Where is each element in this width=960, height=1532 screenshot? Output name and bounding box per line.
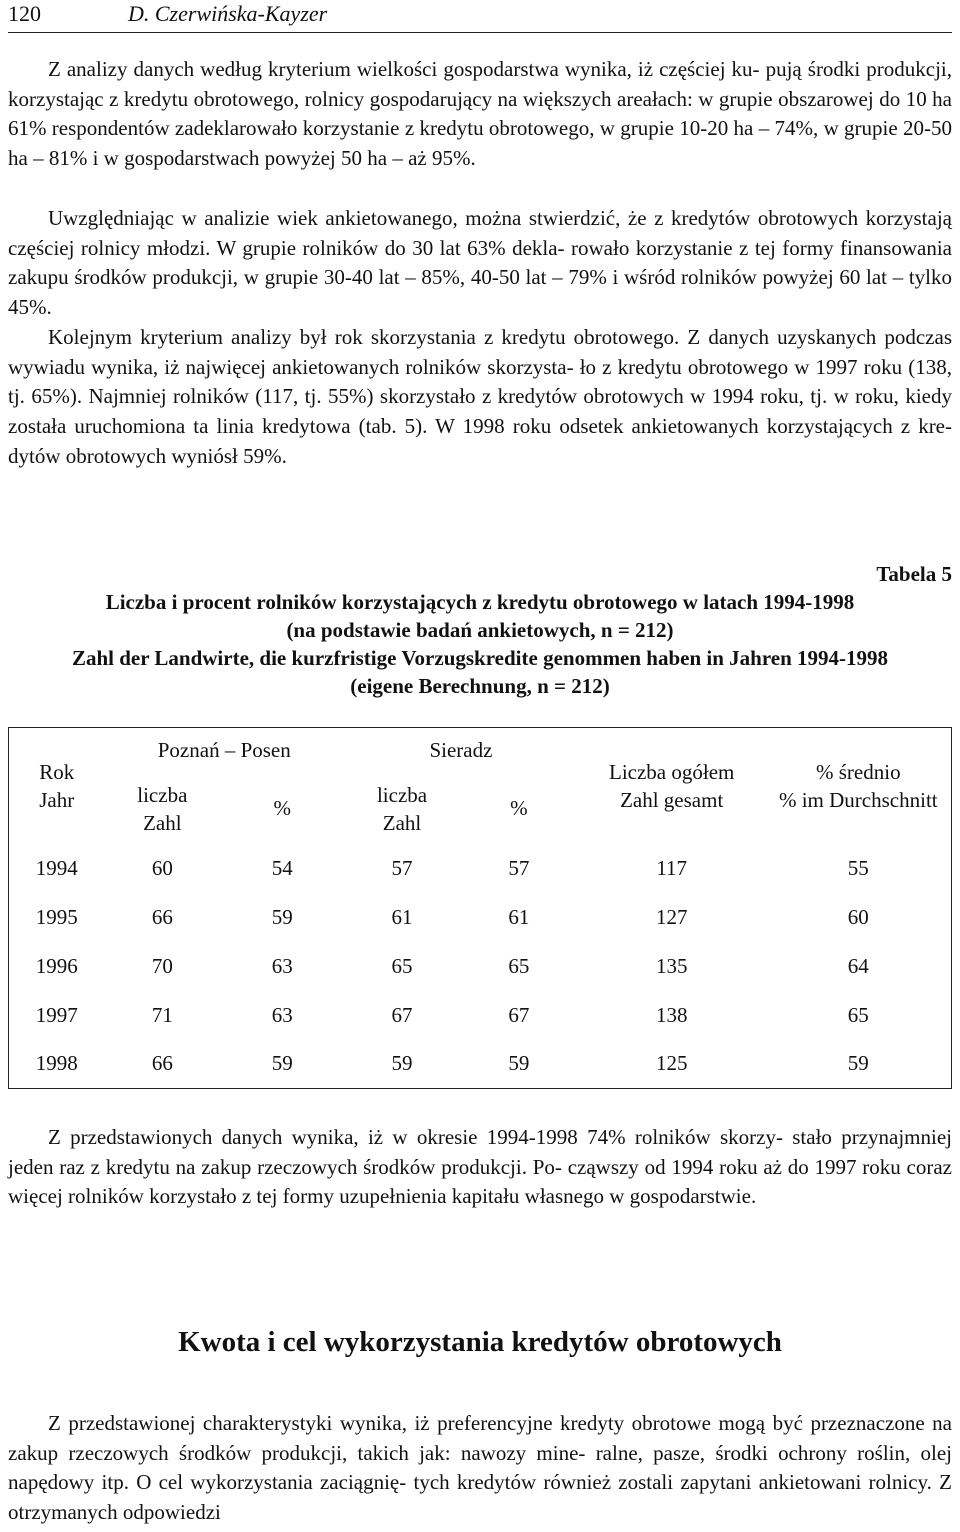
caption-line-pl: Liczba i procent rolników korzystających z kredytu obrotowego w latach 1994-1998	[105, 590, 855, 614]
cell-total: 127	[655, 904, 688, 929]
cell-total: 125	[655, 1051, 688, 1076]
table-row	[9, 893, 952, 942]
cell-poznan-count: 71	[151, 1002, 173, 1027]
cell-year: 1998	[35, 1051, 78, 1076]
header-sieradz-count: liczba Zahl	[376, 782, 428, 835]
table-row	[9, 942, 952, 991]
data-table	[8, 727, 952, 1089]
cell-total: 135	[655, 953, 688, 978]
header-total: Liczba ogółem Zahl gesamt	[609, 759, 735, 812]
cell-sieradz-count: 57	[391, 855, 413, 880]
caption-line-de: Zahl der Landwirte, die kurzfristige Vorzugskredite genommen haben in Jahren 1994-1998	[71, 646, 889, 670]
cell-sieradz-percent: 57	[508, 855, 530, 880]
paragraph-podsumowanie: Z przedstawionych danych wynika, iż w okresie 1994-1998 74% rolników skorzy- stało przynajmniej jeden raz z kredytu na zakup rzeczowych środków produkcji. Po- cząwszy od 1994 roku aż do 1997 roku coraz więcej rolników korzystało z tej formy uzupełnienia kapitału własnego w gospodarstwie.	[8, 1125, 952, 1209]
cell-total: 138	[655, 1002, 688, 1027]
cell-year: 1995	[35, 904, 78, 929]
cell-total: 117	[656, 855, 688, 880]
caption-line-de-note: (eigene Berechnung, n = 212)	[350, 674, 610, 698]
cell-poznan-count: 60	[151, 855, 173, 880]
header-poznan: Poznań – Posen	[157, 738, 291, 763]
cell-poznan-percent: 63	[271, 953, 293, 978]
paragraph-wiek: Uwzględniając w analizie wiek ankietowanego, można stwierdzić, że z kredytów obrotowych korzystają częściej rolnicy młodzi. W grupie rolników do 30 lat 63% dekla- rowało korzystanie z tej formy finansowania zakupu środków produkcji, w grupie 30-40 lat – 85%, 40-50 lat – 79% i wśród rolników powyżej 60 lat – tylko 45%.	[8, 206, 953, 320]
table-row	[9, 844, 952, 893]
page-number: 120	[8, 1, 41, 26]
paragraph-rok: Kolejnym kryterium analizy był rok skorzystania z kredytu obrotowego. Z danych uzyskanych podczas wywiadu wynika, iż najwięcej ankietowanych rolników skorzysta- ło z kredytu obrotowego w 1997 roku (138, tj. 65%). Najmniej rolników (117, tj. 55%) skorzystało z kredytów obrotowych w 1994 roku, tj. w roku, kiedy została uruchomiona ta linia kredytowa (tab. 5). W 1998 roku odsetek ankietowanych korzystających z kre- dytów obrotowych wyniósł 59%.	[8, 325, 953, 468]
cell-sieradz-count: 65	[391, 953, 413, 978]
header-poznan-percent: %	[273, 796, 291, 820]
table-label: Tabela 5	[876, 562, 952, 586]
cell-poznan-count: 66	[151, 904, 173, 929]
cell-average: 64	[847, 953, 869, 978]
cell-poznan-percent: 54	[271, 855, 293, 880]
cell-year: 1997	[35, 1002, 78, 1027]
cell-average: 60	[847, 904, 869, 929]
table-row	[9, 991, 952, 1040]
cell-poznan-percent: 63	[271, 1002, 293, 1027]
cell-poznan-count: 66	[151, 1051, 173, 1076]
caption-line-pl-note: (na podstawie badań ankietowych, n = 212)	[286, 618, 674, 642]
header-poznan-count: liczba Zahl	[137, 782, 188, 835]
cell-poznan-count: 70	[151, 953, 173, 978]
paragraph-wielkosc: Z analizy danych według kryterium wielkości gospodarstwa wynika, iż częściej ku- pują środki produkcji, korzystając z kredytu obrotowego, rolnicy gospodarujący na większych areałach: w grupie obszarowej do 10 ha 61% respondentów zadeklarowało korzystanie z kredytu obrotowego, w grupie 10-20 ha – 74%, w grupie 20-50 ha – 81% i w gospodarstwach powyżej 50 ha – aż 95%.	[8, 57, 953, 171]
header-sieradz-percent: %	[510, 796, 528, 820]
table-row	[9, 1040, 952, 1089]
cell-average: 55	[847, 855, 869, 880]
header-sieradz: Sieradz	[429, 738, 493, 763]
cell-sieradz-count: 67	[391, 1002, 413, 1027]
cell-year: 1996	[35, 953, 78, 978]
cell-average: 59	[847, 1051, 869, 1076]
running-header	[8, 0, 952, 33]
cell-poznan-percent: 59	[271, 1051, 293, 1076]
cell-poznan-percent: 59	[271, 904, 293, 929]
running-author: D. Czerwińska-Kayzer	[128, 1, 328, 26]
cell-sieradz-percent: 61	[508, 904, 530, 929]
cell-sieradz-percent: 65	[508, 953, 530, 978]
cell-sieradz-count: 61	[391, 904, 413, 929]
cell-year: 1994	[35, 855, 78, 880]
cell-sieradz-percent: 67	[508, 1002, 530, 1027]
cell-sieradz-percent: 59	[508, 1051, 530, 1076]
section-title: Kwota i cel wykorzystania kredytów obrotowych	[178, 1326, 782, 1358]
header-row-1	[9, 728, 952, 774]
header-average: % średnio % im Durchschnitt	[778, 759, 938, 812]
paragraph-cel: Z przedstawionej charakterystyki wynika, iż preferencyjne kredyty obrotowe mogą być przeznaczone na zakup rzeczowych środków produkcji, takich jak: nawozy mine- ralne, pasze, środki ochrony roślin, olej napędowy itp. O cel wykorzystania zaciągnię- tych kredytów również zostali zapytani ankietowani rolnicy. Z otrzymanych odpowiedzi	[8, 1411, 953, 1525]
header-year: Rok Jahr	[39, 759, 75, 812]
cell-average: 65	[847, 1002, 869, 1027]
cell-sieradz-count: 59	[391, 1051, 413, 1076]
